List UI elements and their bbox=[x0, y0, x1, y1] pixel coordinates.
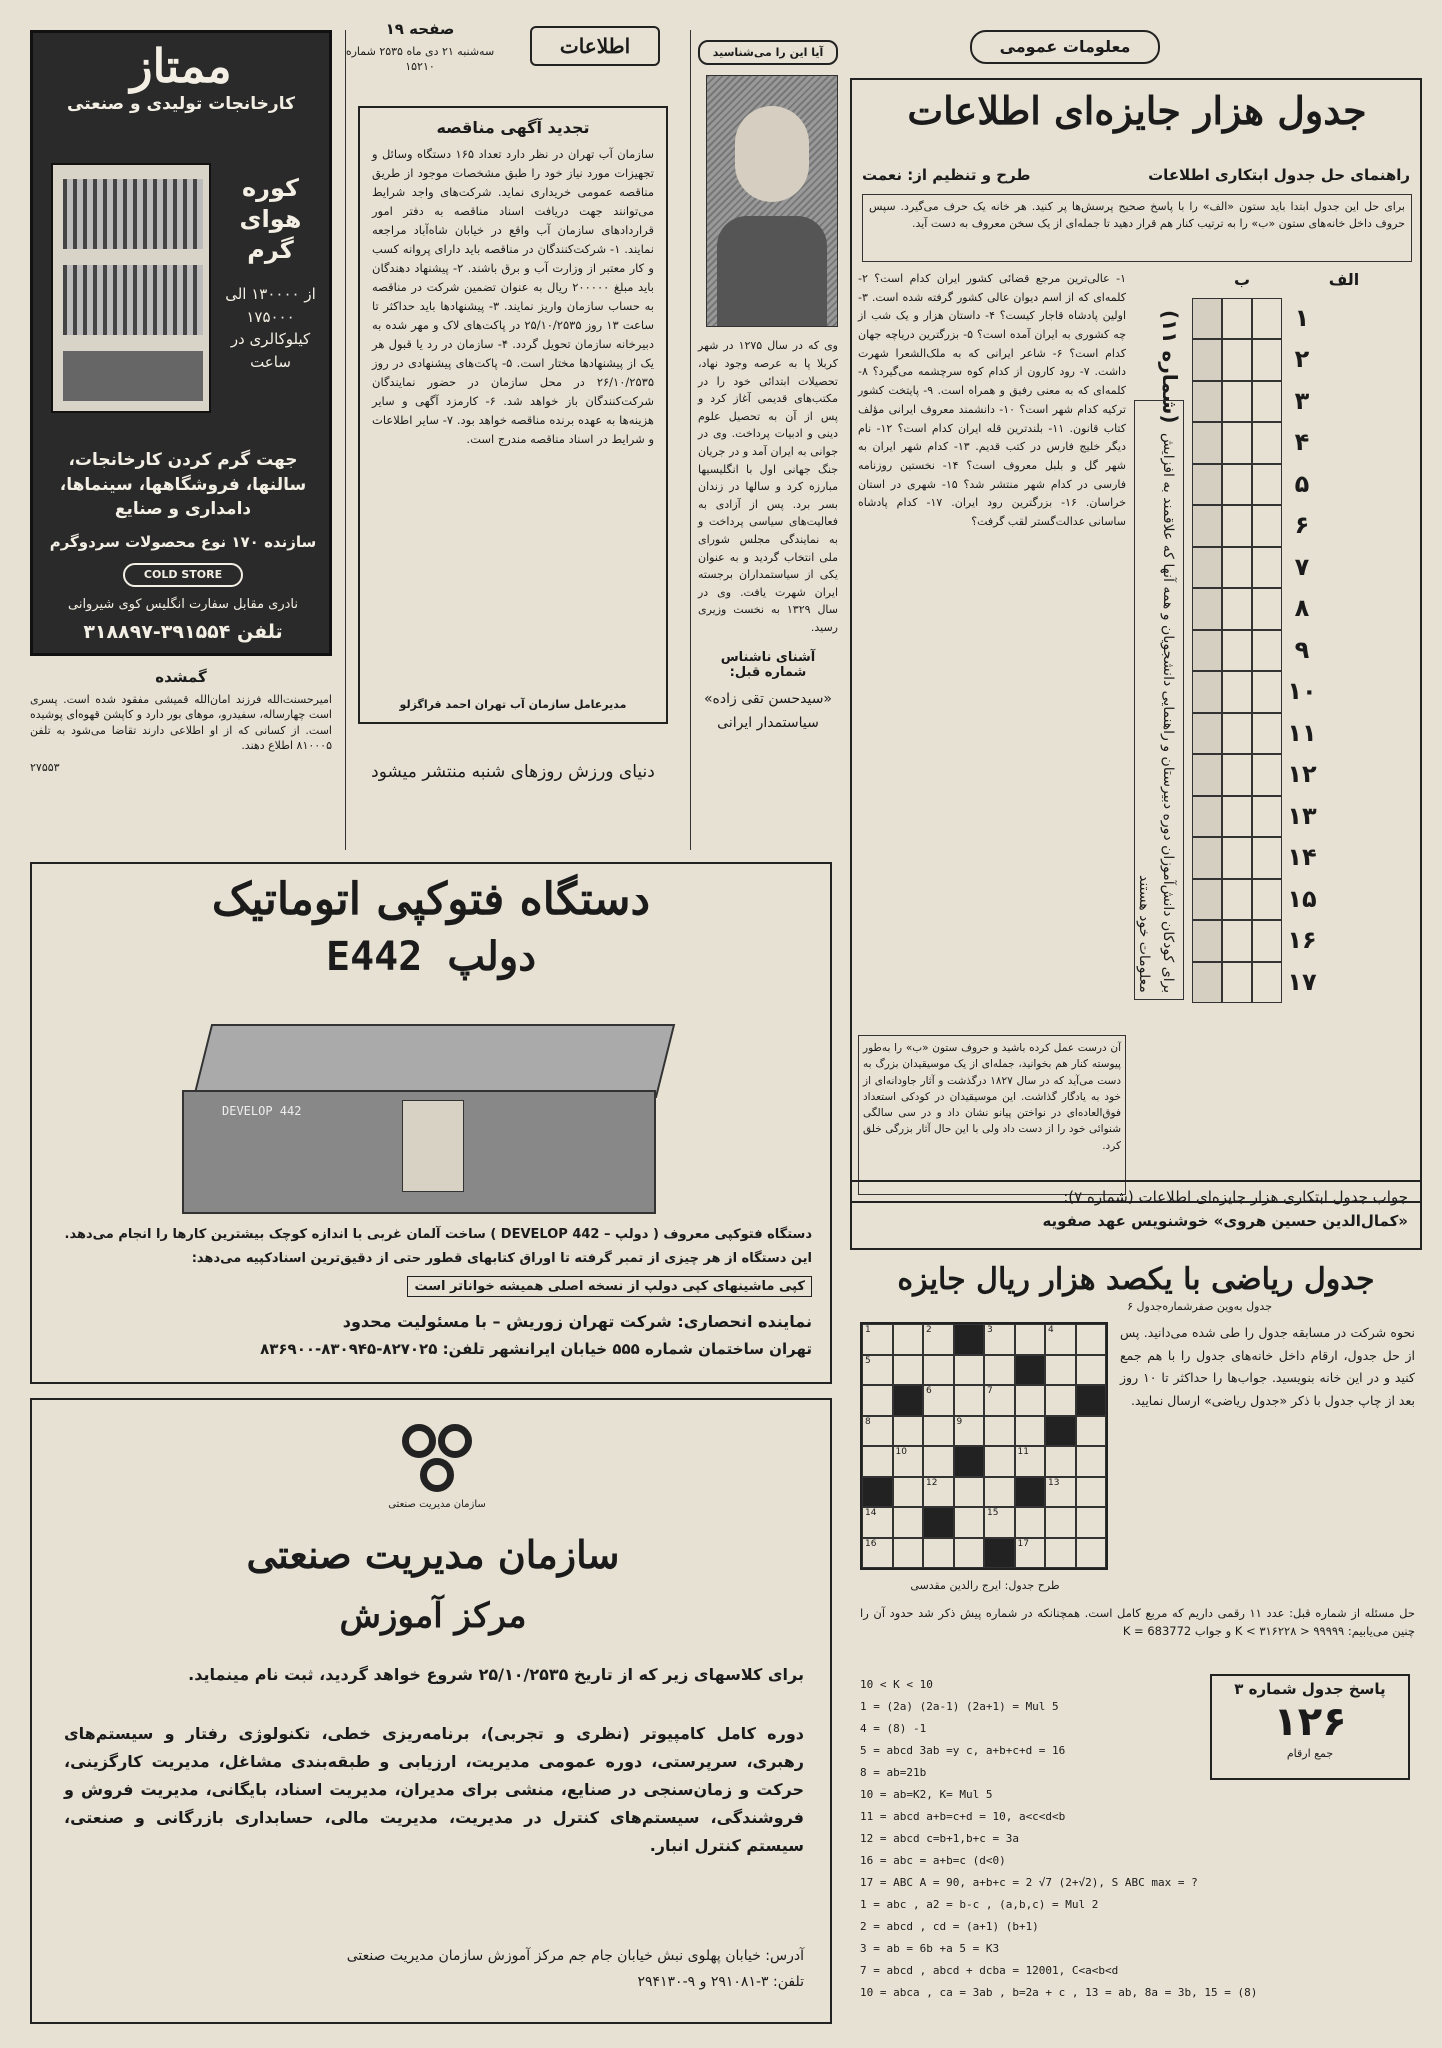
answer-cell[interactable] bbox=[1192, 879, 1222, 920]
answer-cell[interactable] bbox=[1192, 713, 1222, 754]
math-puzzle bbox=[850, 1262, 1422, 2022]
row-number: ۱۵ bbox=[1287, 884, 1317, 913]
math-grid-cell[interactable] bbox=[1076, 1507, 1107, 1538]
heater-image bbox=[51, 163, 211, 413]
formula-line: 10 < K < 10 bbox=[860, 1678, 933, 1691]
formula-line: 2 = abcd , cd = (a+1) (b+1) bbox=[860, 1920, 1039, 1933]
ad-management bbox=[30, 1398, 832, 2024]
product-name: کوره هوای گرم bbox=[239, 174, 302, 265]
answer-cell[interactable] bbox=[1222, 505, 1252, 546]
lost-notice bbox=[30, 668, 332, 838]
math-grid-number: 8 bbox=[865, 1416, 871, 1427]
math-grid-cell bbox=[954, 1324, 985, 1355]
math-grid-cell[interactable] bbox=[1076, 1446, 1107, 1477]
math-grid-number: 2 bbox=[926, 1325, 932, 1335]
answer-cell[interactable] bbox=[1252, 381, 1282, 422]
math-grid-cell[interactable] bbox=[893, 1477, 924, 1508]
answer-box bbox=[850, 1180, 1422, 1250]
math-grid-cell[interactable] bbox=[923, 1385, 954, 1416]
row-number: ۳ bbox=[1294, 386, 1310, 415]
photocopy-boxed: کپی ماشینهای کپی دولپ از نسخه اصلی همیشه خواناتر است bbox=[407, 1276, 812, 1297]
answer-cell[interactable] bbox=[1252, 547, 1282, 588]
brand-subtitle: کارخانجات تولیدی و صنعتی bbox=[67, 93, 295, 114]
math-grid-number: 9 bbox=[956, 1416, 963, 1427]
math-grid-number: 5 bbox=[865, 1355, 871, 1366]
math-grid-number: 6 bbox=[926, 1386, 932, 1396]
org-name: سازمان مدیریت صنعتی bbox=[246, 1532, 620, 1577]
math-grid-cell[interactable] bbox=[923, 1446, 954, 1477]
prev-label: آشنای ناشناس شماره قبل: bbox=[720, 650, 816, 681]
answer-cell[interactable] bbox=[1192, 339, 1222, 380]
answer-cell[interactable] bbox=[1252, 837, 1282, 878]
math-grid-cell[interactable] bbox=[862, 1416, 893, 1447]
math-grid-cell[interactable] bbox=[923, 1355, 954, 1386]
answer-cell[interactable] bbox=[1192, 588, 1222, 629]
products-count: سازنده ۱۷۰ نوع محصولات سردوگرم bbox=[49, 533, 317, 551]
formula-line: 7 = abcd , abcd + dcba = 12001, C<a<b<d bbox=[860, 1964, 1119, 1977]
answer-cell[interactable] bbox=[1192, 298, 1222, 339]
col-be-header: ب bbox=[1233, 270, 1251, 289]
tender-body: سازمان آب تهران در نظر دارد تعداد ۱۶۵ دستگاه وسائل و تجهیزات مورد نیاز خود را طبق مشخصات موجود از طریق مناقصه عمومی خریداری نماید. شرکت‌های واجد شرایط می‌توانند جهت دریافت اسناد مناقصه به دفتر امور قراردادهای سازمان آب واقع در خیابان شاه‌آباد مراجعه نمایند. ۱- شرکت‌کنندگان در مناقصه باید دارای پروانه کسب و کار معتبر از وزارت آب و برق باشند. ۲- پیشنهاد دهندگان باید مبلغ ۲۰۰۰۰۰ ریال به عنوان تضمین شرکت در مناقصه به حساب سازمان واریز نمایند. ۳- پیشنهادها باید حداکثر تا ساعت ۱۳ روز ۲۵/۱۰/۲۵۳۵ در پاکت‌های لاک و مهر شده به دبیرخانه سازمان تحویل گردد. ۴- سازمان در رد یا قبول هر یک از پیشنهادها مختار است. ۵- پاکت‌های پیشنهادی در روز ۲۶/۱۰/۲۵۳۵ در محل سازمان در حضور نمایندگان شرکت‌کنندگان باز خواهد شد. ۶- کارمزد آگهی و سایر هزینه‌ها به عهده برنده مناقصه خواهد بود. ۷- سایر اطلاعات و شرایط در اسناد مناقصه مندرج است. bbox=[372, 147, 654, 446]
puzzle-section bbox=[850, 30, 1422, 1170]
answer-cell[interactable] bbox=[1252, 671, 1282, 712]
math-grid-number: 10 bbox=[895, 1447, 907, 1457]
photocopier-image bbox=[182, 1004, 682, 1214]
math-grid-number: 14 bbox=[865, 1508, 877, 1518]
answer-cell[interactable] bbox=[1222, 962, 1252, 1003]
math-grid-number: 16 bbox=[865, 1538, 877, 1549]
math-grid-cell[interactable] bbox=[954, 1477, 985, 1508]
math-grid-cell[interactable] bbox=[954, 1538, 985, 1569]
math-designer: طرح جدول: ایرج رالدین مقدسی bbox=[910, 1579, 1060, 1592]
math-grid-cell[interactable] bbox=[984, 1355, 1015, 1386]
col-alef-header: الف bbox=[1328, 270, 1360, 289]
answer-cell[interactable] bbox=[1192, 796, 1222, 837]
org-logo-icon bbox=[402, 1424, 472, 1494]
phone: تلفن ۳۹۱۵۵۴-۳۱۸۸۹۷ bbox=[83, 621, 283, 643]
answer-cell[interactable] bbox=[1222, 796, 1252, 837]
answer-badge-label: جمع ارقام bbox=[1286, 1747, 1334, 1760]
row-number: ۱۷ bbox=[1287, 967, 1317, 996]
math-grid-number: 11 bbox=[1017, 1447, 1029, 1457]
math-grid-cell bbox=[1015, 1355, 1046, 1386]
answer-cell[interactable] bbox=[1222, 298, 1252, 339]
uses: جهت گرم کردن کارخانجات، سالنها، فروشگاهها، سینماها، دامداری و صنایع bbox=[59, 450, 307, 520]
math-grid-cell[interactable] bbox=[1015, 1507, 1046, 1538]
mgmt-phone: تلفن: ۳-۲۹۱۰۸۱ و ۹-۲۹۴۱۳۰ bbox=[637, 1974, 804, 1990]
formula-line: 1 = abc , a2 = b-c , (a,b,c) = Mul 2 bbox=[860, 1898, 1099, 1911]
formula-line: 10 = abca , ca = 3ab , b=2a + c , 13 = ab, 8a = 3b, 15 = (8) bbox=[860, 1986, 1258, 1999]
answer-cell[interactable] bbox=[1252, 505, 1282, 546]
math-grid-cell[interactable] bbox=[1045, 1324, 1076, 1355]
answer-cell[interactable] bbox=[1252, 713, 1282, 754]
brand-line: دولپ bbox=[447, 932, 536, 980]
answer-cell[interactable] bbox=[1252, 879, 1282, 920]
tender-title: تجدید آگهی مناقصه bbox=[436, 118, 590, 137]
math-grid-cell bbox=[1015, 1477, 1046, 1508]
answer-cell[interactable] bbox=[1222, 879, 1252, 920]
photocopy-headline: دستگاه فتوکپی اتوماتیک bbox=[211, 874, 651, 925]
answer-cell[interactable] bbox=[1192, 671, 1222, 712]
side-strip: برای کودکان دانش‌آموزان دوره دبیرستان و راهنمایی دانشجویان و همه آنها که علاقمند به افزایش معلومات خود هستند bbox=[1134, 400, 1184, 1000]
tender-notice bbox=[358, 106, 668, 724]
sports-note: دنیای ورزش روزهای شنبه منتشر میشود bbox=[371, 762, 655, 782]
math-grid-number: 4 bbox=[1048, 1325, 1054, 1335]
answer-cell[interactable] bbox=[1252, 962, 1282, 1003]
math-grid-cell[interactable] bbox=[1045, 1446, 1076, 1477]
formula-line: 5 = abcd 3ab =y c, a+b+c+d = 16 bbox=[860, 1744, 1066, 1757]
math-grid-cell bbox=[954, 1446, 985, 1477]
row-number: ۹ bbox=[1294, 635, 1310, 664]
math-instructions: نحوه شرکت در مسابقه جدول را طی شده می‌دانید. پس از حل جدول، ارقام داخل خانه‌های جدول را با هم جمع کنید و در این خانه بنویسید. جواب‌ها را حداکثر تا ۱۰ روز بعد از چاپ جدول با ذکر «جدول ریاضی» ارسال نمایید. bbox=[1120, 1325, 1415, 1408]
answer-winner: «کمال‌الدین حسین هروی» خوشنویس عهد صفویه bbox=[1042, 1212, 1408, 1230]
answer-cell[interactable] bbox=[1252, 796, 1282, 837]
math-grid-cell[interactable] bbox=[862, 1538, 893, 1569]
math-grid-cell[interactable] bbox=[1045, 1538, 1076, 1569]
formula-line: 11 = abcd a+b=c+d = 10, a<c<d<b bbox=[860, 1810, 1066, 1823]
math-grid-cell[interactable] bbox=[923, 1538, 954, 1569]
solution-intro: حل مسئله از شماره قبل: عدد ۱۱ رقمی داریم که مربع کامل است. همچنانکه در شماره پیش ذکر شد حدود آن را چنین می‌یابیم: ۹۹۹۹۹ < K < ۳۱۶۲۲۸ و جواب K = 683772 bbox=[860, 1606, 1415, 1639]
coldstore-logo: COLD STORE bbox=[123, 563, 243, 587]
math-grid-cell bbox=[862, 1477, 893, 1508]
answer-badge bbox=[1210, 1674, 1410, 1780]
lost-body: امیرحسنت‌الله فرزند امان‌الله قمیشی مفقود شده است. پسری است چهارساله، سفیدرو، موهای بور دارد و کاپشن قهوه‌ای پوشیده است. از کسانی که از او اطلاعی دارند تقاضا می‌شود به تلفن ۸۱۰۰۰۵ اطلاع دهند. bbox=[30, 693, 332, 753]
math-grid-cell bbox=[1045, 1416, 1076, 1447]
math-grid-cell[interactable] bbox=[893, 1355, 924, 1386]
answer-cell[interactable] bbox=[1222, 547, 1252, 588]
answer-cell[interactable] bbox=[1192, 754, 1222, 795]
row-number: ۵ bbox=[1294, 469, 1310, 498]
math-grid-cell[interactable] bbox=[1076, 1416, 1107, 1447]
masthead bbox=[340, 20, 680, 92]
math-grid-cell bbox=[923, 1507, 954, 1538]
lost-ref: ۲۷۵۵۳ bbox=[30, 760, 60, 774]
row-numbers bbox=[1284, 298, 1320, 1003]
answer-grid bbox=[1192, 298, 1282, 1003]
math-grid bbox=[860, 1322, 1108, 1570]
model-number: E442 bbox=[325, 933, 423, 980]
prev-answer: «سیدحسن تقی زاده» سیاستمدار ایرانی bbox=[703, 691, 832, 732]
machine-label: DEVELOP 442 bbox=[222, 1104, 302, 1118]
math-grid-cell[interactable] bbox=[893, 1416, 924, 1447]
portrait-header: آیا این را می‌شناسید bbox=[698, 40, 838, 65]
math-grid-number: 1 bbox=[865, 1325, 871, 1335]
portrait-quiz bbox=[698, 40, 838, 800]
row-number: ۱۱ bbox=[1287, 718, 1317, 747]
math-grid-number: 7 bbox=[987, 1386, 993, 1396]
tender-signature: مدیرعامل سازمان آب تهران احمد قراگزلو bbox=[399, 697, 627, 711]
math-grid-cell[interactable] bbox=[923, 1416, 954, 1447]
math-grid-cell[interactable] bbox=[1076, 1477, 1107, 1508]
center-name: مرکز آموزش bbox=[339, 1596, 527, 1636]
answer-cell[interactable] bbox=[1252, 298, 1282, 339]
logo-caption: سازمان مدیریت صنعتی bbox=[388, 1499, 486, 1510]
puzzle-questions: ۱- عالی‌ترین مرجع قضائی کشور ایران کدام است؟ ۲- کلمه‌ای که از اسم دیوان عالی کشور گرفته شده است. ۳- اولین پادشاه قاجار کیست؟ ۴- داستان هزار و یک شب از چه کشوری به ایران آمده است؟ ۵- بزرگترین دریاچه جهان کدام است؟ ۶- شاعر ایرانی که به ملک‌الشعرا شهرت داشت. ۷- رود کارون از کدام کوه سرچشمه می‌گیرد؟ ۸- کلمه‌ای که به معنی رفیق و همراه است. ۹- پایتخت کشور ترکیه کدام شهر است؟ ۱۰- دانشمند معروف ایرانی مؤلف کتاب قانون. ۱۱- بلندترین قله ایران کدام است؟ ۱۲- نام دیگر خلیج فارس در کتب قدیم. ۱۳- کدام شهر ایران به شهر گل و بلبل معروف است؟ ۱۴- نخستین روزنامه فارسی در کدام شهر منتشر شد؟ ۱۵- شهری در استان خراسان. ۱۶- بزرگترین رود ایران. ۱۷- کدام پادشاه ساسانی عدالت‌گستر لقب گرفت؟ bbox=[858, 272, 1127, 528]
math-grid-cell[interactable] bbox=[923, 1477, 954, 1508]
math-grid-cell[interactable] bbox=[862, 1324, 893, 1355]
math-grid-cell[interactable] bbox=[862, 1446, 893, 1477]
photocopy-agent: نماینده انحصاری: شرکت تهران زوریش – با مسئولیت محدود bbox=[342, 1312, 812, 1331]
math-grid-cell[interactable] bbox=[984, 1416, 1015, 1447]
math-grid-cell[interactable] bbox=[893, 1324, 924, 1355]
math-grid-number: 12 bbox=[926, 1477, 938, 1488]
answer-cell[interactable] bbox=[1192, 837, 1222, 878]
portrait-body: وی که در سال ۱۲۷۵ در شهر کربلا پا به عرصه وجود نهاد، تحصیلات ابتدائی خود را در مکتب‌های قدیمی آغاز کرد و پس از آن به تحصیل علوم دینی و ادبیات پرداخت. وی در جوانی به ایران آمد و در جریان جنگ جهانی اول با انگلیسیها مبارزه کرد و سالها در زندان بسر برد. پس از آزادی به فعالیت‌های سیاسی پرداخت و به نمایندگی مجلس شورای ملی انتخاب گردید و به عنوان یکی از سیاستمداران برجسته ایران شهرت یافت. وی در سال ۱۳۲۹ به نخست وزیری رسید. bbox=[698, 339, 838, 634]
math-grid-cell[interactable] bbox=[862, 1355, 893, 1386]
date-line: سه‌شنبه ۲۱ دی ماه ۲۵۳۵ شماره ۱۵۲۱۰ bbox=[345, 45, 495, 74]
math-grid-cell[interactable] bbox=[954, 1355, 985, 1386]
answer-cell[interactable] bbox=[1222, 422, 1252, 463]
capacity: از ۱۳۰۰۰۰ الی ۱۷۵۰۰۰ کیلوکالری در ساعت bbox=[225, 285, 316, 371]
answer-cell[interactable] bbox=[1222, 630, 1252, 671]
math-grid-cell[interactable] bbox=[954, 1507, 985, 1538]
math-grid-number: 13 bbox=[1048, 1477, 1060, 1488]
issue-number: (شماره ۱۱) bbox=[1158, 310, 1182, 424]
newspaper-logo: اطلاعات bbox=[530, 26, 660, 66]
math-grid-cell[interactable] bbox=[984, 1385, 1015, 1416]
ad-mumtaz bbox=[30, 30, 332, 656]
math-grid-cell bbox=[893, 1385, 924, 1416]
math-grid-number: 15 bbox=[987, 1508, 999, 1518]
formula-line: 16 = abc = a+b=c (d<0) bbox=[860, 1854, 1006, 1867]
math-grid-cell[interactable] bbox=[893, 1507, 924, 1538]
math-grid-cell[interactable] bbox=[862, 1507, 893, 1538]
answer-cell[interactable] bbox=[1252, 588, 1282, 629]
puzzle-frame bbox=[850, 78, 1422, 1203]
formula-line: 4 = (8) -1 bbox=[860, 1722, 927, 1735]
answer-cell[interactable] bbox=[1222, 588, 1252, 629]
answer-cell[interactable] bbox=[1252, 464, 1282, 505]
answer-badge-value: ۱۲۶ bbox=[1273, 1699, 1347, 1745]
math-grid-cell[interactable] bbox=[1076, 1355, 1107, 1386]
mgmt-courses: دوره کامل کامپیوتر (نظری و تجربی)، برنامه‌ریزی خطی، تکنولوژی رفتار و سیستم‌های رهبری، سرپرستی، دوره عمومی مدیریت، ارزیابی و طبقه‌بندی مشاغل، مدیریت کارگزینی، حرکت و زمان‌سنجی در صنایع، منشی برای مدیران، مدیریت اسناد، بایگانی، مدیریت فروش و فروشندگی، سیستم‌های کنترل در مدیریت، مدیریت مالی، حسابداری بازرگانی و صنعتی، سیستم کنترل انبار. bbox=[64, 1724, 804, 1855]
math-grid-cell[interactable] bbox=[984, 1324, 1015, 1355]
answer-cell[interactable] bbox=[1192, 630, 1222, 671]
answer-cell[interactable] bbox=[1192, 962, 1222, 1003]
guide-label: راهنمای حل جدول ابتکاری اطلاعات bbox=[1148, 166, 1410, 184]
formula-line: 12 = abcd c=b+1,b+c = 3a bbox=[860, 1832, 1019, 1845]
math-grid-cell[interactable] bbox=[954, 1385, 985, 1416]
part-be: آن درست عمل کرده باشید و حروف ستون «ب» را به‌طور پیوسته کنار هم بخوانید، جمله‌ای از یک موسیقیدان بزرگ به دست می‌آید که در سال ۱۸۲۷ درگذشت و آثار جاودانه‌ای از خود به یادگار گذاشت. این موسیقیدان در کودکی استعداد فوق‌العاده‌ای در نواختن پیانو نشان داد و در سی سالگی شنوائی خود را از دست داد ولی با این حال آثار بزرگی خلق کرد. bbox=[858, 1035, 1126, 1195]
math-grid-cell[interactable] bbox=[923, 1324, 954, 1355]
math-grid-number: 3 bbox=[987, 1325, 993, 1335]
row-number: ۶ bbox=[1294, 511, 1310, 540]
photocopy-desc1: دستگاه فتوکپی معروف ( دولپ – DEVELOP 442 ) ساخت آلمان غربی با اندازه کوچک بیشترین کارها را انجام می‌دهد. bbox=[64, 1227, 812, 1242]
answer-badge-title: پاسخ جدول شماره ۳ bbox=[1234, 1680, 1386, 1698]
math-grid-cell[interactable] bbox=[1045, 1355, 1076, 1386]
answer-cell[interactable] bbox=[1252, 339, 1282, 380]
math-grid-cell[interactable] bbox=[1015, 1446, 1046, 1477]
answer-cell[interactable] bbox=[1222, 713, 1252, 754]
answer-cell[interactable] bbox=[1222, 464, 1252, 505]
brand-name: ممتاز bbox=[130, 39, 232, 93]
math-grid-cell[interactable] bbox=[1015, 1416, 1046, 1447]
math-grid-number: 17 bbox=[1017, 1538, 1029, 1549]
row-number: ۲ bbox=[1294, 345, 1310, 374]
photocopy-address: تهران ساختمان شماره ۵۵۵ خیابان ایرانشهر تلفن: ۸۲۷۰۲۵-۸۳۰۹۴۵-۸۳۶۹۰۰ bbox=[260, 1340, 812, 1358]
math-grid-cell[interactable] bbox=[1015, 1385, 1046, 1416]
address: نادری مقابل سفارت انگلیس کوی شیروانی bbox=[67, 597, 298, 612]
puzzle-intro: برای حل این جدول ابتدا باید ستون «الف» را با پاسخ صحیح پرسش‌ها پر کنید. هر خانه یک حرف می‌گیرد. سپس حروف داخل خانه‌های ستون «ب» را به ترتیب کنار هم قرار دهید تا جمله‌ای از یک سخن معروف به دست آید. bbox=[862, 194, 1412, 262]
answer-cell[interactable] bbox=[1192, 381, 1222, 422]
answer-cell[interactable] bbox=[1192, 464, 1222, 505]
row-number: ۱۰ bbox=[1287, 677, 1317, 706]
answer-cell[interactable] bbox=[1222, 837, 1252, 878]
math-title: جدول ریاضی با یکصد هزار ریال جایزه bbox=[897, 1262, 1375, 1297]
math-grid-cell[interactable] bbox=[1045, 1507, 1076, 1538]
answer-cell[interactable] bbox=[1252, 422, 1282, 463]
answer-cell[interactable] bbox=[1222, 671, 1252, 712]
formula-line: 17 = ABC A = 90, a+b+c = 2 √7 (2+√2), S ABC max = ? bbox=[860, 1876, 1198, 1889]
row-number: ۱ bbox=[1294, 304, 1310, 332]
math-grid-cell[interactable] bbox=[862, 1385, 893, 1416]
row-number: ۱۳ bbox=[1287, 801, 1317, 830]
section-label: معلومات عمومی bbox=[970, 30, 1160, 64]
row-number: ۸ bbox=[1294, 594, 1310, 623]
math-grid-cell[interactable] bbox=[1076, 1538, 1107, 1569]
answer-cell[interactable] bbox=[1252, 920, 1282, 961]
answer-cell[interactable] bbox=[1192, 505, 1222, 546]
puzzle-title: جدول هزار جایزه‌ای اطلاعات bbox=[907, 88, 1367, 133]
math-grid-cell[interactable] bbox=[954, 1416, 985, 1447]
formula-list bbox=[860, 1674, 1258, 2014]
photocopy-desc2: این دستگاه از هر چیزی از تمبر گرفته تا اوراق کتابهای قطور حتی از دقیق‌ترین اسنادکپیه می‌دهد: bbox=[191, 1251, 812, 1266]
math-grid-cell bbox=[1076, 1385, 1107, 1416]
answer-cell[interactable] bbox=[1222, 339, 1252, 380]
divider bbox=[345, 30, 346, 850]
math-grid-cell[interactable] bbox=[984, 1446, 1015, 1477]
answer-cell[interactable] bbox=[1192, 422, 1222, 463]
answer-cell[interactable] bbox=[1222, 754, 1252, 795]
row-number: ۴ bbox=[1294, 428, 1310, 457]
math-grid-cell bbox=[984, 1538, 1015, 1569]
math-grid-cell[interactable] bbox=[984, 1507, 1015, 1538]
answer-cell[interactable] bbox=[1252, 630, 1282, 671]
answer-cell[interactable] bbox=[1222, 920, 1252, 961]
answer-title: جواب جدول ابتکاری هزار جایزه‌ای اطلاعات (شماره ۷): bbox=[1063, 1188, 1408, 1206]
formula-line: 8 = ab=21b bbox=[860, 1766, 927, 1779]
answer-cell[interactable] bbox=[1192, 920, 1222, 961]
answer-cell[interactable] bbox=[1192, 547, 1222, 588]
mgmt-intro: برای کلاسهای زیر که از تاریخ ۲۵/۱۰/۲۵۳۵ شروع خواهد گردید، ثبت نام مینماید. bbox=[188, 1665, 804, 1684]
portrait-photo bbox=[706, 75, 838, 327]
row-number: ۱۴ bbox=[1287, 843, 1317, 872]
lost-title: گمشده bbox=[155, 668, 207, 686]
answer-cell[interactable] bbox=[1252, 754, 1282, 795]
answer-cell[interactable] bbox=[1222, 381, 1252, 422]
page-label: صفحه ۱۹ bbox=[385, 20, 455, 38]
math-grid-cell[interactable] bbox=[1076, 1324, 1107, 1355]
row-number: ۷ bbox=[1294, 552, 1310, 581]
math-grid-cell[interactable] bbox=[984, 1477, 1015, 1508]
math-grid-cell[interactable] bbox=[1015, 1538, 1046, 1569]
math-grid-cell[interactable] bbox=[1015, 1324, 1046, 1355]
math-grid-cell[interactable] bbox=[893, 1446, 924, 1477]
math-grid-cell[interactable] bbox=[1045, 1477, 1076, 1508]
row-number: ۱۲ bbox=[1287, 760, 1317, 789]
math-grid-cell[interactable] bbox=[1045, 1385, 1076, 1416]
formula-line: 1 = (2a) (2a-1) (2a+1) = Mul 5 bbox=[860, 1700, 1059, 1713]
formula-line: 3 = ab = 6b +a 5 = K3 bbox=[860, 1942, 1000, 1955]
designer: طرح و تنظیم از: نعمت bbox=[862, 166, 1031, 184]
divider bbox=[690, 30, 691, 850]
formula-line: 10 = ab=K2, K= Mul 5 bbox=[860, 1788, 993, 1801]
row-number: ۱۶ bbox=[1287, 926, 1317, 955]
ad-photocopy bbox=[30, 862, 832, 1384]
math-grid-cell[interactable] bbox=[893, 1538, 924, 1569]
math-sub: جدول به‌وین صفرشماره‌جدول ۶ bbox=[1127, 1300, 1272, 1313]
mgmt-address: آدرس: خیابان پهلوی نبش خیابان جام جم مرکز آموزش سازمان مدیریت صنعتی bbox=[346, 1948, 804, 1964]
